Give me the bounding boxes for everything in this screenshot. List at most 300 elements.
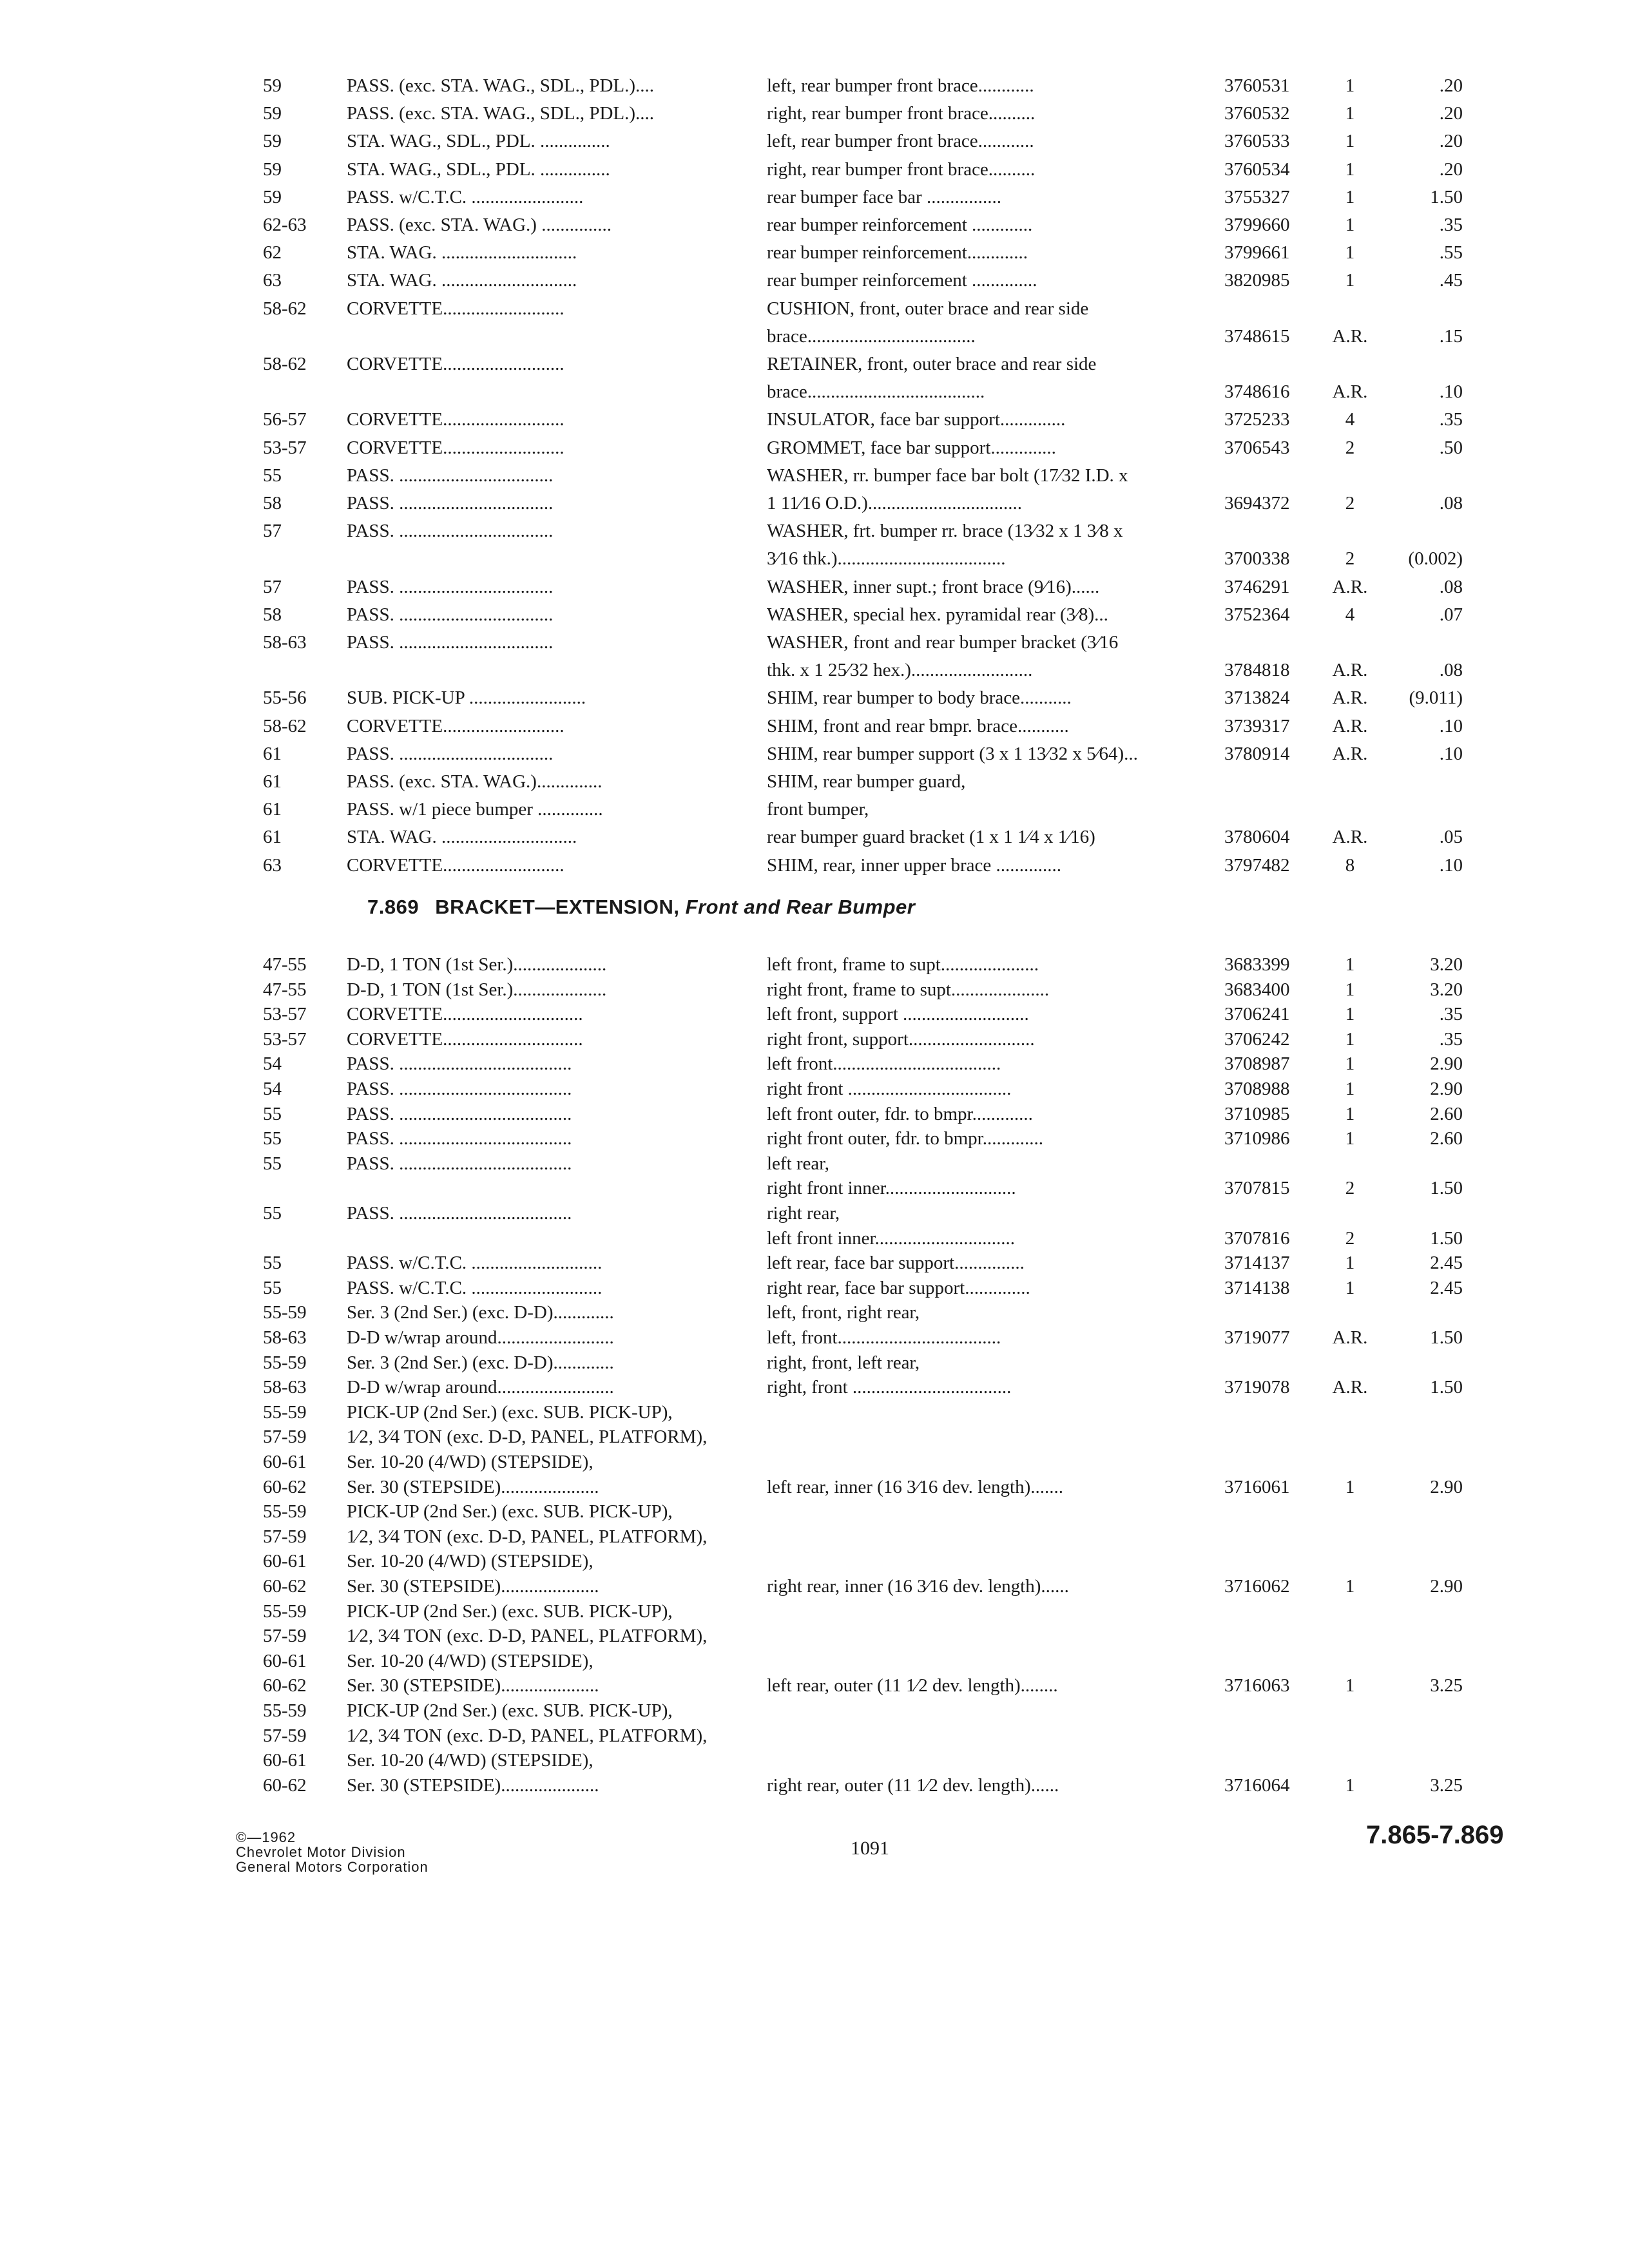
model-cell: 1⁄2, 3⁄4 TON (exc. D-D, PANEL, PLATFORM), — [347, 1725, 708, 1746]
description-cell: right rear, face bar support.............. — [767, 1277, 1030, 1298]
description-cell: right rear, outer (11 1⁄2 dev. length)...... — [767, 1774, 1059, 1796]
model-cell: CORVETTE.......................... — [347, 854, 564, 876]
price-cell: (0.002) — [1408, 548, 1463, 570]
part-number-cell: 3799661 — [1224, 242, 1290, 264]
quantity-cell: 1 — [1345, 131, 1355, 152]
table-row — [0, 573, 1629, 601]
year-cell: 60-61 — [263, 1551, 307, 1572]
table-row — [0, 128, 1629, 155]
price-cell: .35 — [1439, 1028, 1463, 1050]
part-number-cell: 3746291 — [1224, 576, 1290, 597]
table-row — [0, 1672, 1629, 1699]
quantity-cell: 1 — [1345, 1675, 1355, 1696]
model-cell: PASS. w/1 piece bumper .............. — [347, 799, 603, 820]
table-row — [0, 1349, 1629, 1376]
part-number-cell: 3780604 — [1224, 827, 1290, 848]
model-cell: PASS. ................................. — [347, 743, 554, 764]
quantity-cell: 2 — [1345, 1227, 1355, 1249]
price-cell: .50 — [1439, 437, 1463, 458]
model-cell: PICK-UP (2nd Ser.) (exc. SUB. PICK-UP), — [347, 1401, 673, 1423]
table-row — [0, 1324, 1629, 1351]
year-cell: 60-61 — [263, 1750, 307, 1771]
table-row — [0, 1573, 1629, 1600]
model-cell: Ser. 30 (STEPSIDE)..................... — [347, 1774, 599, 1796]
price-cell: .20 — [1439, 159, 1463, 180]
quantity-cell: 1 — [1345, 1576, 1355, 1597]
quantity-cell: 2 — [1345, 548, 1355, 570]
year-cell: 55-56 — [263, 687, 307, 709]
table-row — [0, 1722, 1629, 1749]
part-number-cell: 3716063 — [1224, 1675, 1290, 1696]
year-cell: 55-59 — [263, 1501, 307, 1523]
table-row — [0, 1448, 1629, 1475]
year-cell: 57-59 — [263, 1427, 307, 1448]
price-cell: 2.45 — [1430, 1253, 1463, 1274]
year-cell: 60-62 — [263, 1576, 307, 1597]
price-cell: 2.90 — [1430, 1576, 1463, 1597]
part-number-cell: 3706241 — [1224, 1004, 1290, 1025]
part-number-cell: 3694372 — [1224, 493, 1290, 514]
year-cell: 60-62 — [263, 1774, 307, 1796]
year-cell: 55-59 — [263, 1700, 307, 1721]
part-number-cell: 3683399 — [1224, 954, 1290, 975]
model-cell: PICK-UP (2nd Ser.) (exc. SUB. PICK-UP), — [347, 1700, 673, 1721]
part-number-cell: 3714137 — [1224, 1253, 1290, 1274]
table-row — [0, 434, 1629, 461]
table-row — [0, 713, 1629, 740]
price-cell: .20 — [1439, 103, 1463, 124]
description-cell: left, rear bumper front brace............ — [767, 131, 1034, 152]
table-row — [0, 378, 1629, 405]
price-cell: 1.50 — [1430, 186, 1463, 207]
description-cell: SHIM, rear bumper guard, — [767, 771, 966, 792]
table-row — [0, 796, 1629, 823]
table-row — [0, 1399, 1629, 1426]
quantity-cell: 1 — [1345, 75, 1355, 96]
price-cell: 1.50 — [1430, 1377, 1463, 1398]
price-cell: 2.45 — [1430, 1277, 1463, 1298]
quantity-cell: 1 — [1345, 159, 1355, 180]
year-cell: 58-63 — [263, 632, 307, 653]
year-cell: 62-63 — [263, 215, 307, 235]
model-cell: 1⁄2, 3⁄4 TON (exc. D-D, PANEL, PLATFORM), — [347, 1526, 708, 1547]
quantity-cell: 1 — [1345, 1774, 1355, 1796]
price-cell: 2.90 — [1430, 1053, 1463, 1075]
table-row — [0, 545, 1629, 572]
description-cell: left front, frame to supt..................... — [767, 954, 1039, 975]
model-cell: Ser. 30 (STEPSIDE)..................... — [347, 1675, 599, 1696]
description-cell: right, rear bumper front brace.......... — [767, 159, 1036, 180]
quantity-cell: A.R. — [1332, 827, 1368, 848]
description-cell: rear bumper guard bracket (1 x 1 1⁄4 x 1⁄16) — [767, 827, 1095, 848]
table-row — [0, 1175, 1629, 1202]
part-number-cell: 3752364 — [1224, 604, 1290, 625]
year-cell: 55 — [263, 1103, 282, 1124]
table-row — [0, 740, 1629, 767]
description-cell: left, front................................... — [767, 1327, 1001, 1348]
part-number-cell: 3708988 — [1224, 1079, 1290, 1099]
price-cell: .10 — [1439, 743, 1463, 764]
description-cell: right rear, — [767, 1203, 840, 1224]
table-row — [0, 156, 1629, 183]
description-cell: rear bumper face bar ................ — [767, 186, 1001, 207]
quantity-cell: A.R. — [1332, 743, 1368, 764]
price-cell: 2.90 — [1430, 1476, 1463, 1497]
price-cell: 1.50 — [1430, 1327, 1463, 1348]
model-cell: PASS. ................................. — [347, 604, 554, 625]
part-number-cell: 3755327 — [1224, 186, 1290, 207]
price-cell: 3.20 — [1430, 979, 1463, 1000]
description-cell: brace...................................... — [767, 381, 985, 403]
table-row — [0, 517, 1629, 544]
part-number-cell: 3799660 — [1224, 215, 1290, 235]
part-number-cell: 3708987 — [1224, 1053, 1290, 1075]
part-number-cell: 3797482 — [1224, 854, 1290, 876]
quantity-cell: 8 — [1345, 854, 1355, 876]
price-cell: .15 — [1439, 325, 1463, 347]
table-row — [0, 184, 1629, 211]
table-row — [0, 72, 1629, 99]
part-number-cell: 3683400 — [1224, 979, 1290, 1000]
description-cell: SHIM, rear, inner upper brace .............. — [767, 854, 1062, 876]
model-cell: PASS. ..................................... — [347, 1053, 572, 1075]
part-number-cell: 3760534 — [1224, 159, 1290, 180]
year-cell: 61 — [263, 743, 282, 764]
quantity-cell: A.R. — [1332, 325, 1368, 347]
table-row — [0, 1772, 1629, 1799]
model-cell: PASS. w/C.T.C. ............................ — [347, 1277, 602, 1298]
description-cell: right front outer, fdr. to bmpr............. — [767, 1128, 1043, 1149]
description-cell: rear bumper reinforcement ............. — [767, 215, 1033, 235]
year-cell: 58-62 — [263, 298, 307, 319]
table-row — [0, 462, 1629, 489]
part-number-cell: 3716064 — [1224, 1774, 1290, 1796]
quantity-cell: 2 — [1345, 1178, 1355, 1199]
quantity-cell: 1 — [1345, 215, 1355, 235]
table-row — [0, 657, 1629, 684]
price-cell: .10 — [1439, 854, 1463, 876]
description-cell: left front, support ........................... — [767, 1004, 1029, 1025]
part-number-cell: 3760533 — [1224, 131, 1290, 152]
price-cell: .10 — [1439, 715, 1463, 736]
table-row — [0, 1249, 1629, 1276]
price-cell: 2.60 — [1430, 1103, 1463, 1124]
description-cell: WASHER, front and rear bumper bracket (3⁄16 — [767, 632, 1119, 653]
year-cell: 55-59 — [263, 1600, 307, 1622]
price-cell: .07 — [1439, 604, 1463, 625]
model-cell: PASS. ..................................... — [347, 1103, 572, 1124]
description-cell: rear bumper reinforcement............. — [767, 242, 1028, 264]
model-cell: PASS. ................................. — [347, 521, 554, 542]
table-row — [0, 1125, 1629, 1152]
table-row — [0, 601, 1629, 628]
table-row — [0, 1697, 1629, 1724]
company-line-1: Chevrolet Motor Division — [236, 1844, 406, 1860]
quantity-cell: 2 — [1345, 493, 1355, 514]
part-number-cell: 3725233 — [1224, 409, 1290, 430]
section-title: BRACKET—EXTENSION, — [435, 896, 680, 918]
price-cell: 1.50 — [1430, 1227, 1463, 1249]
table-row — [0, 1747, 1629, 1774]
model-cell: D-D w/wrap around......................... — [347, 1377, 614, 1398]
description-cell: GROMMET, face bar support.............. — [767, 437, 1056, 458]
year-cell: 55 — [263, 1253, 282, 1274]
model-cell: Ser. 10-20 (4/WD) (STEPSIDE), — [347, 1452, 593, 1472]
description-cell: WASHER, inner supt.; front brace (9⁄16)...... — [767, 576, 1100, 597]
quantity-cell: 4 — [1345, 409, 1355, 430]
year-cell: 55-59 — [263, 1352, 307, 1373]
quantity-cell: 1 — [1345, 103, 1355, 124]
table-row — [0, 976, 1629, 1003]
model-cell: CORVETTE.............................. — [347, 1004, 583, 1025]
model-cell: D-D w/wrap around......................... — [347, 1327, 614, 1348]
year-cell: 60-62 — [263, 1675, 307, 1696]
model-cell: STA. WAG. ............................. — [347, 827, 577, 848]
description-cell: left, front, right rear, — [767, 1302, 920, 1323]
model-cell: PASS. ................................. — [347, 493, 554, 514]
part-number-cell: 3713824 — [1224, 687, 1290, 709]
description-cell: CUSHION, front, outer brace and rear side — [767, 298, 1089, 319]
table-row — [0, 351, 1629, 378]
price-cell: .08 — [1439, 576, 1463, 597]
description-cell: front bumper, — [767, 799, 869, 820]
description-cell: left rear, face bar support............... — [767, 1253, 1025, 1274]
description-cell: WASHER, special hex. pyramidal rear (3⁄8)... — [767, 604, 1108, 625]
year-cell: 47-55 — [263, 979, 307, 1000]
description-cell: left front.................................... — [767, 1053, 1001, 1075]
section-subtitle: Front and Rear Bumper — [685, 896, 916, 918]
model-cell: PASS. ................................. — [347, 576, 554, 597]
table-row — [0, 267, 1629, 294]
description-cell: 3⁄16 thk.).................................... — [767, 548, 1006, 570]
year-cell: 60-61 — [263, 1650, 307, 1671]
year-cell: 57-59 — [263, 1626, 307, 1647]
part-number-cell: 3716061 — [1224, 1476, 1290, 1497]
table-row — [0, 823, 1629, 850]
description-cell: left front inner.............................. — [767, 1227, 1016, 1249]
model-cell: D-D, 1 TON (1st Ser.).................... — [347, 954, 607, 975]
price-cell: .45 — [1439, 270, 1463, 291]
part-number-cell: 3700338 — [1224, 548, 1290, 570]
model-cell: STA. WAG. ............................. — [347, 242, 577, 264]
table-row — [0, 1299, 1629, 1326]
footer-publisher — [236, 1830, 429, 1874]
price-cell: .08 — [1439, 493, 1463, 514]
quantity-cell: A.R. — [1332, 687, 1368, 709]
description-cell: SHIM, rear bumper to body brace........... — [767, 687, 1072, 709]
description-cell: right rear, inner (16 3⁄16 dev. length)...... — [767, 1576, 1069, 1597]
table-row — [0, 1075, 1629, 1102]
description-cell: rear bumper reinforcement .............. — [767, 270, 1037, 291]
year-cell: 54 — [263, 1079, 282, 1099]
table-row — [0, 100, 1629, 127]
price-cell: .08 — [1439, 660, 1463, 681]
description-cell: right front ................................... — [767, 1079, 1012, 1099]
quantity-cell: 1 — [1345, 1053, 1355, 1075]
model-cell: 1⁄2, 3⁄4 TON (exc. D-D, PANEL, PLATFORM), — [347, 1427, 708, 1448]
model-cell: CORVETTE.......................... — [347, 354, 564, 374]
quantity-cell: A.R. — [1332, 381, 1368, 403]
section-range: 7.865-7.869 — [1366, 1821, 1504, 1849]
table-row — [0, 1523, 1629, 1550]
year-cell: 60-61 — [263, 1452, 307, 1472]
model-cell: CORVETTE.......................... — [347, 298, 564, 319]
part-number-cell: 3706242 — [1224, 1028, 1290, 1050]
price-cell: .55 — [1439, 242, 1463, 264]
price-cell: .35 — [1439, 215, 1463, 235]
quantity-cell: 1 — [1345, 1004, 1355, 1025]
table-row — [0, 1026, 1629, 1053]
year-cell: 55 — [263, 1128, 282, 1149]
part-number-cell: 3710986 — [1224, 1128, 1290, 1149]
table-row — [0, 295, 1629, 322]
quantity-cell: 1 — [1345, 1476, 1355, 1497]
page-number: 1091 — [851, 1838, 889, 1859]
model-cell: STA. WAG., SDL., PDL. ............... — [347, 131, 610, 152]
year-cell: 58-62 — [263, 354, 307, 374]
part-number-cell: 3710985 — [1224, 1103, 1290, 1124]
year-cell: 55 — [263, 1203, 282, 1224]
table-row — [0, 1225, 1629, 1252]
year-cell: 59 — [263, 103, 282, 124]
year-cell: 61 — [263, 827, 282, 848]
quantity-cell: 1 — [1345, 979, 1355, 1000]
model-cell: PASS. ..................................... — [347, 1153, 572, 1174]
description-cell: right, rear bumper front brace.......... — [767, 103, 1036, 124]
price-cell: 1.50 — [1430, 1178, 1463, 1199]
quantity-cell: 1 — [1345, 1277, 1355, 1298]
part-number-cell: 3820985 — [1224, 270, 1290, 291]
section-number: 7.869 — [367, 896, 419, 918]
model-cell: SUB. PICK-UP ......................... — [347, 687, 586, 709]
price-cell: (9.011) — [1409, 687, 1463, 709]
model-cell: Ser. 3 (2nd Ser.) (exc. D-D)............. — [347, 1302, 614, 1323]
year-cell: 53-57 — [263, 437, 307, 458]
model-cell: CORVETTE.......................... — [347, 715, 564, 736]
copyright-text: ©—1962 — [236, 1829, 296, 1845]
year-cell: 58-63 — [263, 1377, 307, 1398]
table-row — [0, 852, 1629, 879]
table-row — [0, 1001, 1629, 1028]
price-cell: 3.20 — [1430, 954, 1463, 975]
model-cell: PASS. ..................................... — [347, 1079, 572, 1099]
model-cell: PASS. (exc. STA. WAG., SDL., PDL.).... — [347, 75, 655, 96]
model-cell: PASS. w/C.T.C. ............................ — [347, 1253, 602, 1274]
year-cell: 57 — [263, 521, 282, 542]
part-number-cell: 3716062 — [1224, 1576, 1290, 1597]
model-cell: STA. WAG., SDL., PDL. ............... — [347, 159, 610, 180]
part-number-cell: 3707815 — [1224, 1178, 1290, 1199]
description-cell: left rear, outer (11 1⁄2 dev. length)........ — [767, 1675, 1058, 1696]
description-cell: left, rear bumper front brace............ — [767, 75, 1034, 96]
part-number-cell: 3784818 — [1224, 660, 1290, 681]
model-cell: PASS. ................................. — [347, 465, 554, 486]
price-cell: 2.60 — [1430, 1128, 1463, 1149]
part-number-cell: 3748615 — [1224, 325, 1290, 347]
part-number-cell: 3719077 — [1224, 1327, 1290, 1348]
year-cell: 59 — [263, 131, 282, 152]
table-row — [0, 239, 1629, 266]
description-cell: left front outer, fdr. to bmpr............. — [767, 1103, 1033, 1124]
table-row — [0, 1598, 1629, 1625]
part-number-cell: 3760531 — [1224, 75, 1290, 96]
year-cell: 54 — [263, 1053, 282, 1075]
year-cell: 55-59 — [263, 1302, 307, 1323]
part-number-cell: 3719078 — [1224, 1377, 1290, 1398]
model-cell: CORVETTE.............................. — [347, 1028, 583, 1050]
quantity-cell: A.R. — [1332, 715, 1368, 736]
price-cell: .20 — [1439, 75, 1463, 96]
quantity-cell: A.R. — [1332, 660, 1368, 681]
quantity-cell: 1 — [1345, 954, 1355, 975]
model-cell: PICK-UP (2nd Ser.) (exc. SUB. PICK-UP), — [347, 1600, 673, 1622]
model-cell: PASS. (exc. STA. WAG.) ............... — [347, 215, 612, 235]
year-cell: 58 — [263, 604, 282, 625]
year-cell: 62 — [263, 242, 282, 264]
table-row — [0, 1648, 1629, 1675]
year-cell: 55 — [263, 1277, 282, 1298]
quantity-cell: 2 — [1345, 437, 1355, 458]
table-row — [0, 951, 1629, 978]
quantity-cell: 1 — [1345, 1028, 1355, 1050]
table-row — [0, 1548, 1629, 1575]
model-cell: PASS. (exc. STA. WAG.).............. — [347, 771, 602, 792]
price-cell: 3.25 — [1430, 1774, 1463, 1796]
model-cell: STA. WAG. ............................. — [347, 270, 577, 291]
year-cell: 59 — [263, 186, 282, 207]
table-row — [0, 1274, 1629, 1302]
year-cell: 58-62 — [263, 715, 307, 736]
description-cell: RETAINER, front, outer brace and rear side — [767, 354, 1097, 374]
year-cell: 63 — [263, 270, 282, 291]
model-cell: PASS. ..................................... — [347, 1203, 572, 1224]
model-cell: CORVETTE.......................... — [347, 437, 564, 458]
year-cell: 58 — [263, 493, 282, 514]
description-cell: left rear, — [767, 1153, 830, 1174]
table-row — [0, 1150, 1629, 1177]
year-cell: 57-59 — [263, 1526, 307, 1547]
description-cell: right front, support........................... — [767, 1028, 1035, 1050]
table-row — [0, 768, 1629, 795]
table-row — [0, 629, 1629, 656]
table-row — [0, 684, 1629, 711]
model-cell: Ser. 3 (2nd Ser.) (exc. D-D)............. — [347, 1352, 614, 1373]
description-cell: WASHER, frt. bumper rr. brace (13⁄32 x 1 3⁄8 x — [767, 521, 1123, 542]
part-number-cell: 3748616 — [1224, 381, 1290, 403]
table-row — [0, 490, 1629, 517]
description-cell: right front inner............................ — [767, 1178, 1016, 1199]
year-cell: 53-57 — [263, 1028, 307, 1050]
quantity-cell: A.R. — [1332, 1377, 1368, 1398]
part-number-cell: 3780914 — [1224, 743, 1290, 764]
table-row — [0, 323, 1629, 350]
table-row — [0, 211, 1629, 238]
price-cell: .35 — [1439, 409, 1463, 430]
model-cell: CORVETTE.......................... — [347, 409, 564, 430]
table-row — [0, 1498, 1629, 1525]
price-cell: .05 — [1439, 827, 1463, 848]
table-row — [0, 1474, 1629, 1501]
year-cell: 55 — [263, 465, 282, 486]
quantity-cell: 1 — [1345, 1253, 1355, 1274]
part-number-cell: 3706543 — [1224, 437, 1290, 458]
description-cell: WASHER, rr. bumper face bar bolt (17⁄32 I.D. x — [767, 465, 1128, 486]
year-cell: 61 — [263, 771, 282, 792]
quantity-cell: 4 — [1345, 604, 1355, 625]
model-cell: PASS. ................................. — [347, 632, 554, 653]
description-cell: right, front, left rear, — [767, 1352, 920, 1373]
year-cell: 60-62 — [263, 1476, 307, 1497]
